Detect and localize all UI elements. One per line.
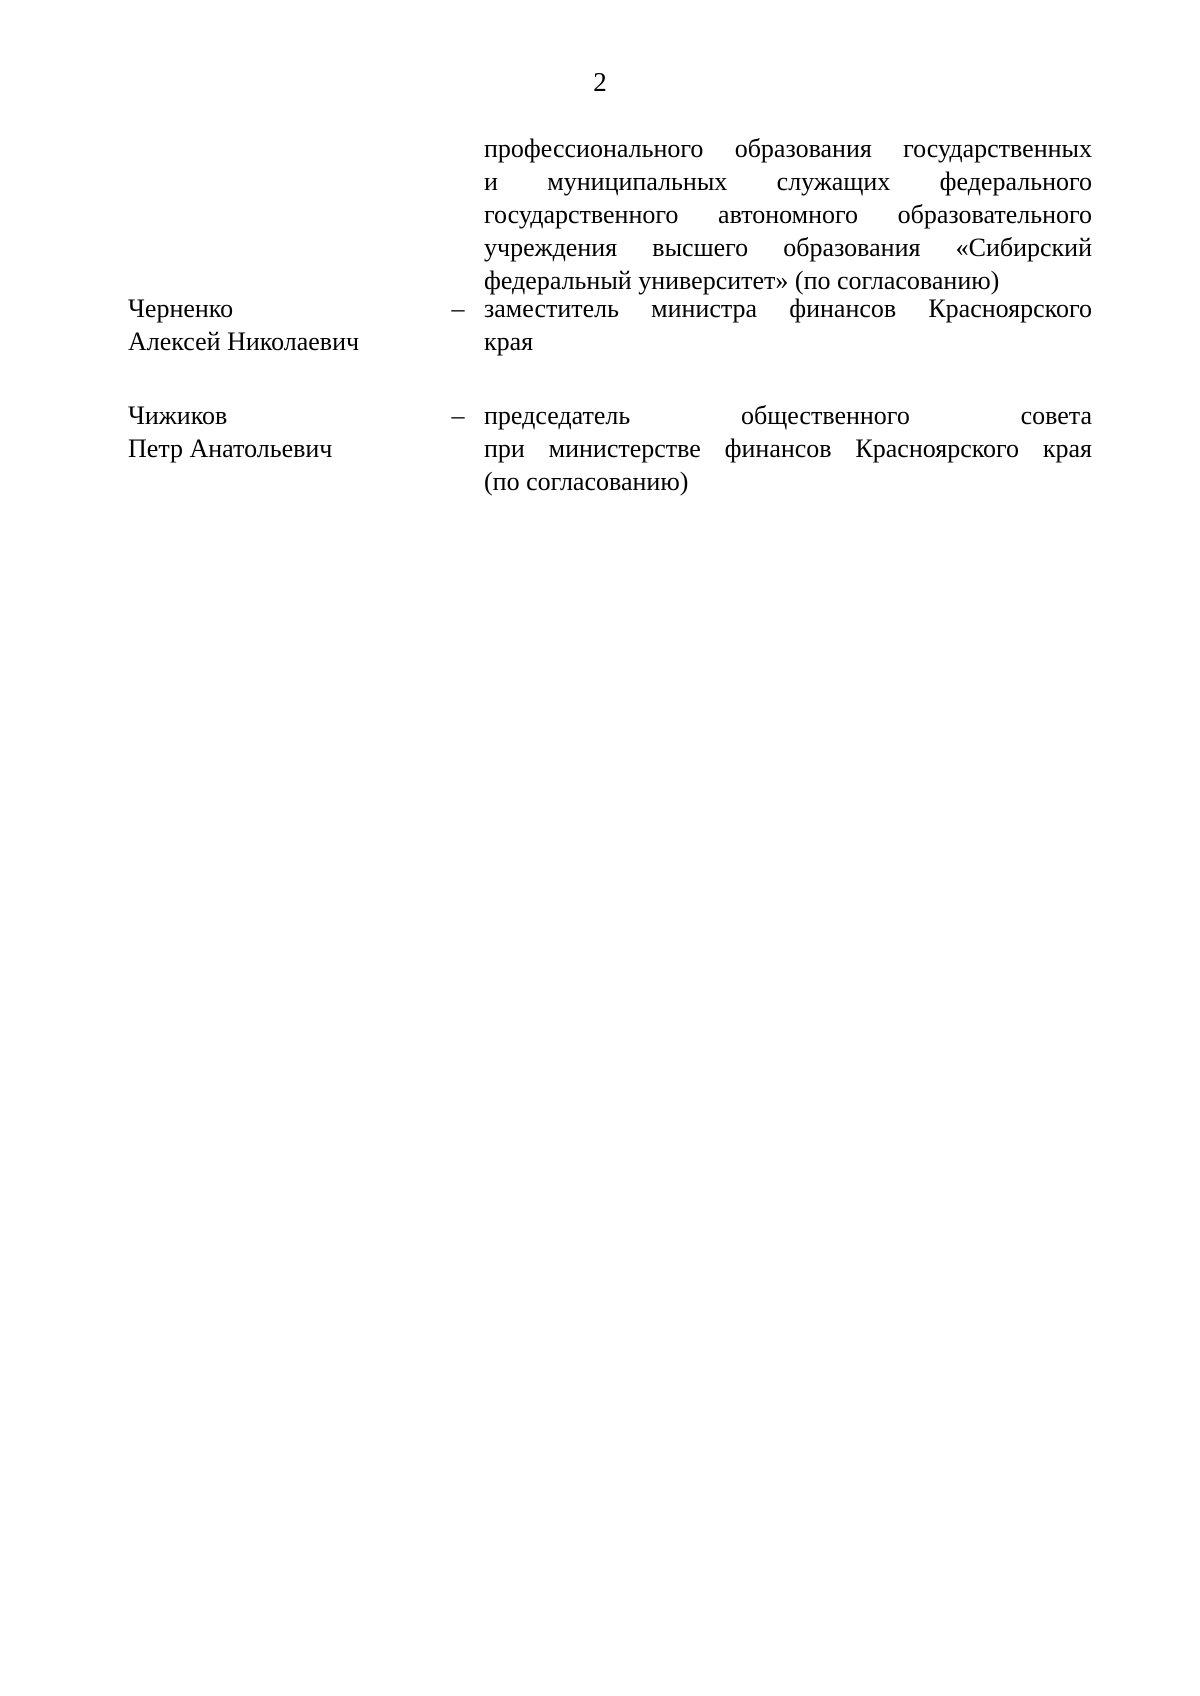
continuation-line: и муниципальных служащих федерального (484, 167, 1092, 196)
member-name (128, 292, 428, 358)
member-given-name: Петр Анатольевич (128, 434, 333, 463)
member-surname: Чижиков (128, 401, 228, 430)
role-line: председатель общественного совета (484, 401, 1092, 430)
continuation-line: профессионального образования государственных (484, 134, 1092, 163)
member-dash: – (451, 401, 465, 430)
continuation-line: государственного автономного образовательного (484, 200, 1092, 229)
member-given-name: Алексей Николаевич (128, 327, 360, 356)
continuation-paragraph (484, 132, 1092, 297)
member-dash: – (451, 294, 465, 323)
member-surname: Черненко (128, 294, 234, 323)
role-line: при министерстве финансов Красноярского края (484, 434, 1092, 463)
continuation-line: учреждения высшего образования «Сибирский (484, 233, 1092, 262)
page-number: 2 (593, 67, 607, 97)
role-line: заместитель министра финансов Красноярского (484, 294, 1092, 323)
member-role (484, 292, 1092, 358)
member-name (128, 399, 428, 465)
role-line: края (484, 327, 534, 356)
member-role (484, 399, 1092, 498)
role-line: (по согласованию) (484, 467, 689, 496)
continuation-line: федеральный университет» (по согласованию) (484, 266, 1000, 295)
